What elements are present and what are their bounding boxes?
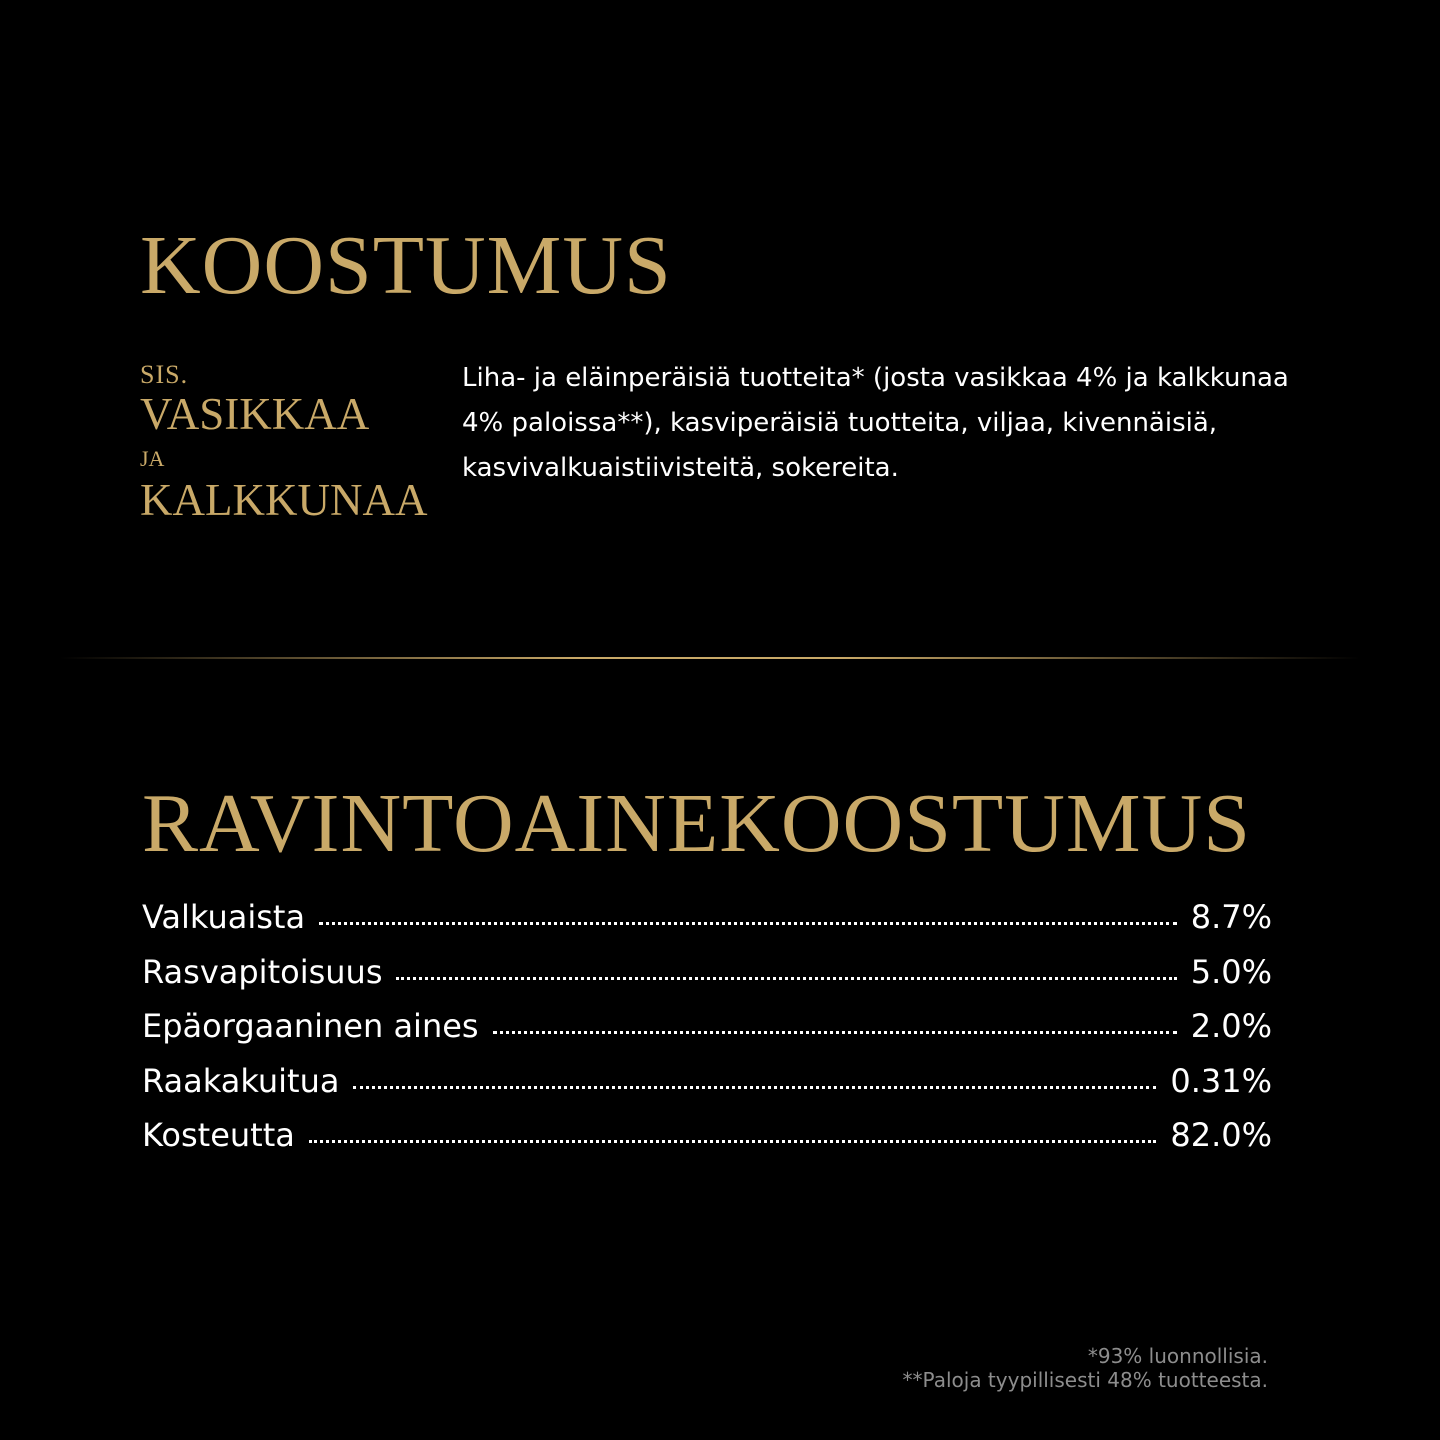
footnote: *93% luonnollisia. xyxy=(1087,1344,1268,1368)
dot-leader xyxy=(353,1086,1156,1089)
nutrition-value: 5.0% xyxy=(1190,952,1272,991)
nutrition-row xyxy=(142,999,1272,1054)
composition-title: KOOSTUMUS xyxy=(140,219,672,312)
nutrition-value: 2.0% xyxy=(1190,1007,1272,1045)
variant-prefix: SIS. xyxy=(140,360,189,389)
section-divider xyxy=(60,657,1360,659)
footnotes xyxy=(903,1344,1268,1392)
nutrition-value: 8.7% xyxy=(1190,898,1272,936)
nutrition-label: Raakakuitua xyxy=(142,1061,340,1100)
nutrition-row xyxy=(142,1108,1272,1163)
dot-leader xyxy=(396,977,1176,980)
dot-leader xyxy=(493,1031,1177,1034)
nutrition-row xyxy=(142,945,1272,1000)
variant-flavor-1: VASIKKAA xyxy=(140,389,370,439)
ingredients-text: Liha- ja eläinperäisiä tuotteita* (josta vasikkaa 4% ja kalkkunaa 4% paloissa**), kasviperäisiä tuotteita, viljaa, kivennäisiä, kasvivalkuaistiivisteitä, sokereita. xyxy=(462,363,1289,483)
variant-flavor-2: KALKKUNAA xyxy=(140,475,428,525)
dot-leader xyxy=(309,1140,1156,1143)
nutrition-label: Epäorgaaninen aines xyxy=(142,1007,479,1045)
nutrition-label: Kosteutta xyxy=(142,1116,295,1154)
nutrition-label: Rasvapitoisuus xyxy=(142,952,383,991)
nutrition-value: 82.0% xyxy=(1170,1116,1272,1154)
nutrition-row xyxy=(142,890,1272,945)
nutrition-label: Valkuaista xyxy=(142,898,306,936)
nutrition-title: RAVINTOAINEKOOSTUMUS xyxy=(142,777,1251,870)
dot-leader xyxy=(319,922,1177,925)
footnote: **Paloja tyypillisesti 48% tuotteesta. xyxy=(902,1368,1268,1392)
nutrition-table xyxy=(142,890,1272,1163)
variant-conjunction: JA xyxy=(140,446,165,471)
nutrition-row xyxy=(142,1054,1272,1109)
nutrition-value: 0.31% xyxy=(1170,1061,1272,1100)
